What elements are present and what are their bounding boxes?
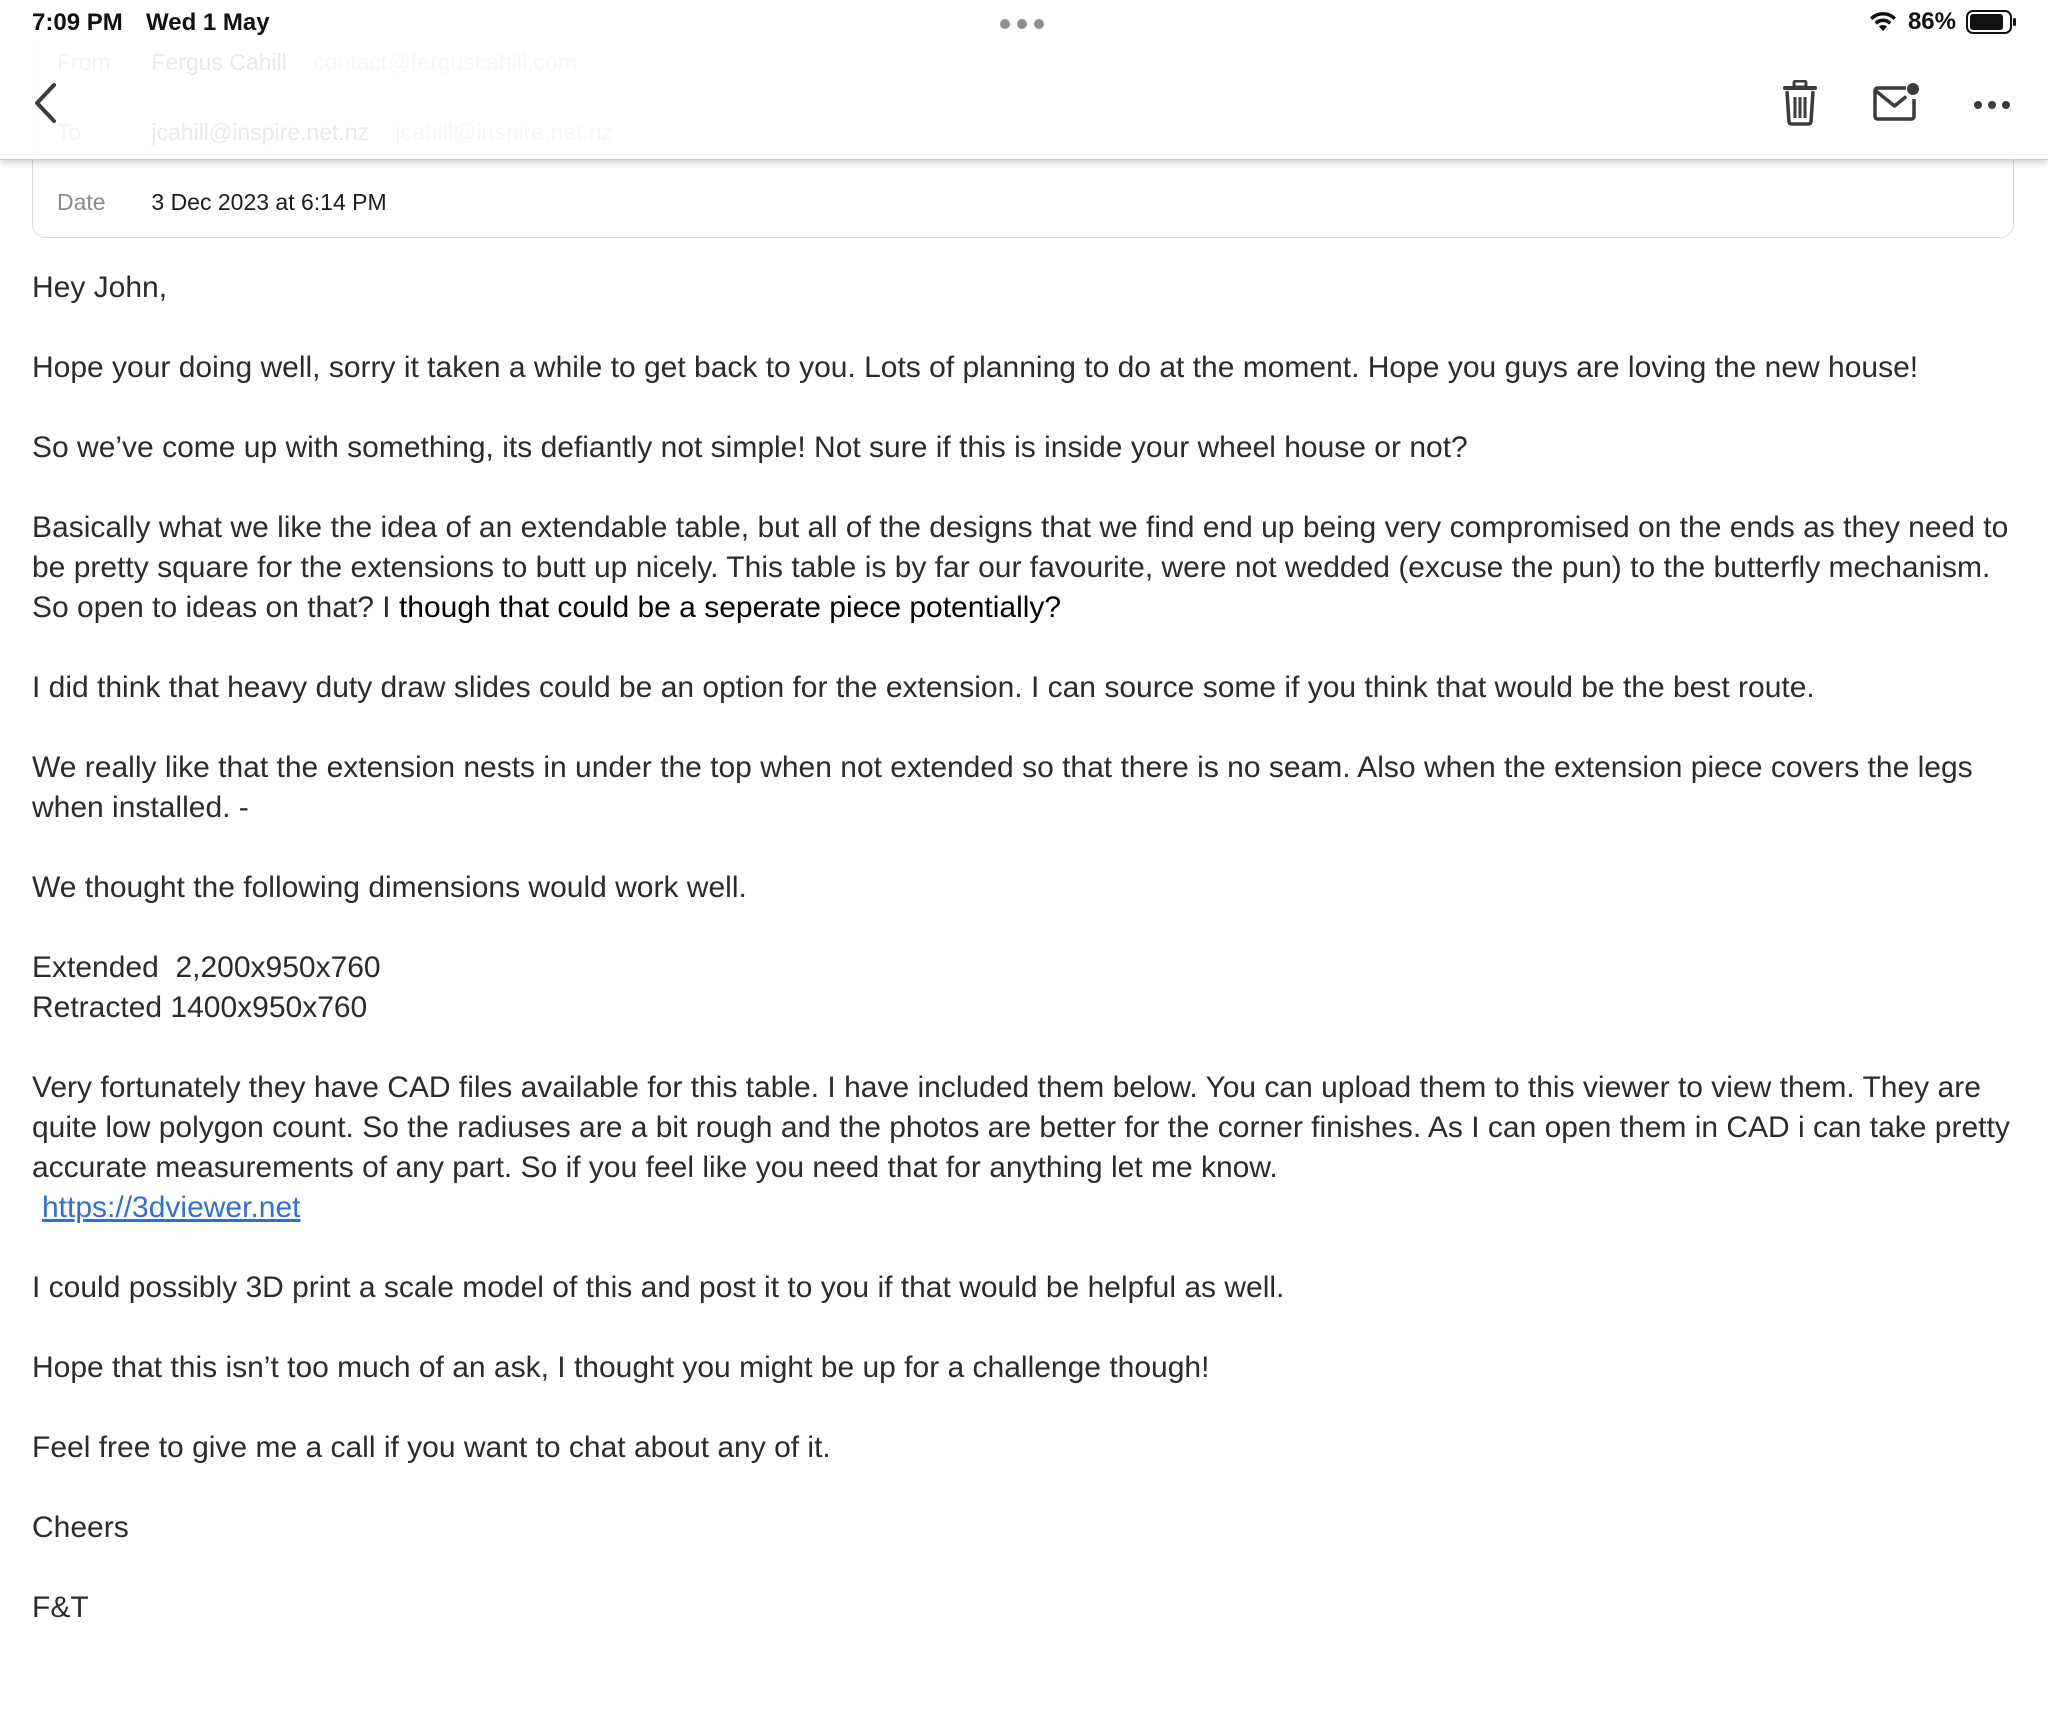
paragraph-3-emphasis: though that could be a seperate piece potentially?	[398, 591, 1062, 624]
wifi-icon	[1868, 10, 1898, 34]
paragraph-9: Hope that this isn’t too much of an ask, I thought you might be up for a challenge though!	[32, 1351, 1210, 1384]
back-chevron-icon[interactable]	[28, 80, 64, 126]
mark-unread-envelope-icon[interactable]	[1872, 82, 1920, 122]
paragraph-8: I could possibly 3D print a scale model of this and post it to you if that would be helpful as well.	[32, 1271, 1285, 1304]
dimensions-block	[32, 948, 2022, 1028]
dimension-retracted: Retracted 1400x950x760	[32, 991, 368, 1024]
date-value: 3 Dec 2023 at 6:14 PM	[151, 189, 387, 215]
paragraph-6: We thought the following dimensions would work well.	[32, 871, 747, 904]
paragraph-5: We really like that the extension nests in under the top when not extended so that there is no seam. Also when the extension piece covers the legs when installed. -	[32, 751, 1973, 824]
multitasking-dots-icon[interactable]	[1000, 19, 1044, 29]
date-label: Date	[57, 189, 106, 215]
paragraph-7	[32, 1068, 2022, 1228]
status-date: Wed 1 May	[146, 9, 270, 36]
paragraph-10: Feel free to give me a call if you want to chat about any of it.	[32, 1431, 831, 1464]
closing: Cheers	[32, 1511, 129, 1544]
paragraph-3	[32, 508, 2022, 628]
battery-percentage: 86%	[1907, 8, 1956, 35]
paragraph-4: I did think that heavy duty draw slides could be an option for the extension. I can source some if you think that would be the best route.	[32, 671, 1815, 704]
paragraph-2: So we’ve come up with something, its defiantly not simple! Not sure if this is inside your wheel house or not?	[32, 431, 1468, 464]
paragraph-1: Hope your doing well, sorry it taken a while to get back to you. Lots of planning to do at the moment. Hope you guys are loving the new house!	[32, 351, 1919, 384]
signature: F&T	[32, 1591, 89, 1624]
email-body	[32, 268, 2022, 1668]
more-ellipsis-icon[interactable]	[1972, 90, 2012, 120]
date-row	[57, 189, 387, 216]
paragraph-7-text: Very fortunately they have CAD files available for this table. I have included them below. You can upload them to this viewer to view them. They are quite low polygon count. So the radiuses are a bit rough and the photos are better for the corner finishes. As I can open them in CAD i can take pretty accurate measurements of any part. So if you feel like you need that for anything let me know.	[32, 1071, 2010, 1184]
status-time: 7:09 PM	[32, 9, 123, 36]
dimension-extended: Extended 2,200x950x760	[32, 951, 381, 984]
battery-icon	[1966, 9, 2018, 35]
status-indicators	[1868, 8, 2018, 36]
3dviewer-link[interactable]: https://3dviewer.net	[42, 1191, 301, 1224]
trash-icon[interactable]	[1780, 80, 1820, 126]
top-navigation-bar	[0, 0, 2048, 160]
paragraph-3-text: Basically what we like the idea of an extendable table, but all of the designs that we find end up being very compromised on the ends as they need to be pretty square for the extensions to butt up nicely. This table is by far our favourite, were not wedded (excuse the pun) to the butterfly mechanism. So open to ideas on that? I	[32, 511, 2009, 624]
greeting: Hey John,	[32, 271, 168, 304]
